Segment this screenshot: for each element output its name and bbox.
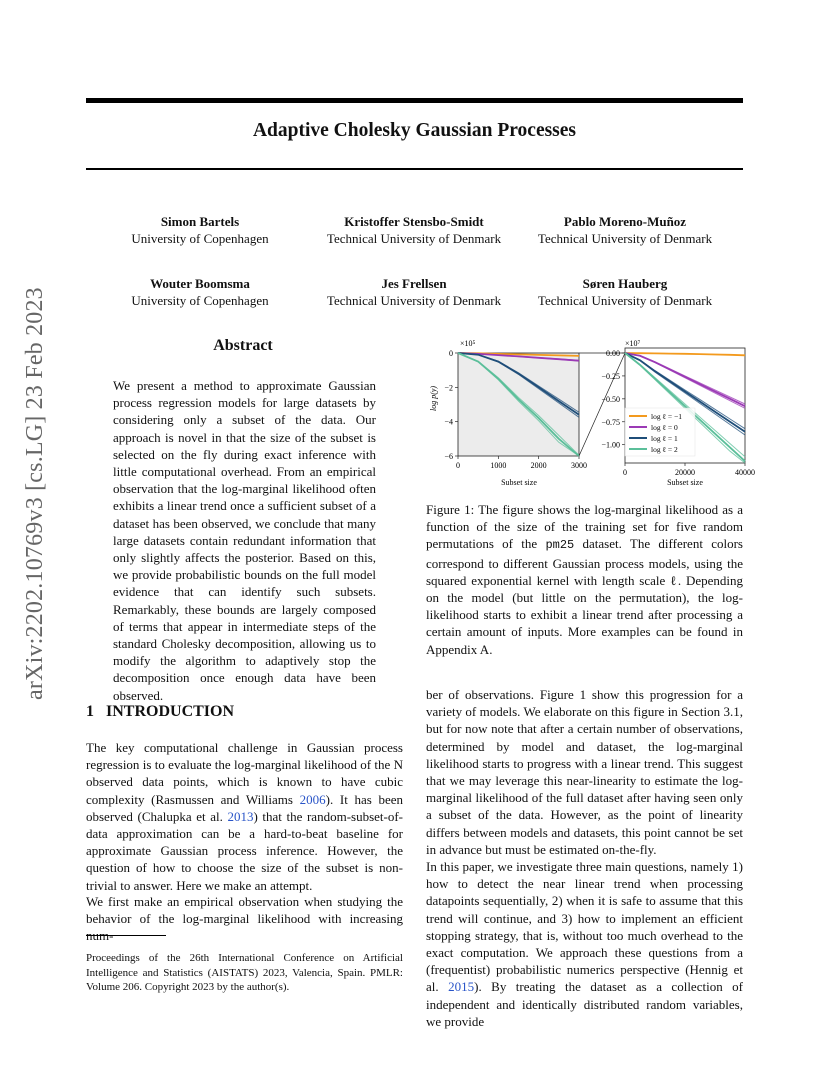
author-affiliation: University of Copenhagen xyxy=(131,293,269,308)
y-tick-label: −0.50 xyxy=(601,394,620,404)
legend-label: log ℓ = 1 xyxy=(651,434,678,443)
author-block xyxy=(515,213,735,247)
left-scale-label: ×10⁵ xyxy=(460,339,476,348)
x-tick-label: 1000 xyxy=(490,461,507,470)
top-rule xyxy=(86,98,743,103)
right-scale-label: ×10⁷ xyxy=(625,339,641,348)
intro-paragraph-1 xyxy=(86,739,403,894)
x-tick-label: 0 xyxy=(456,461,460,470)
y-tick-label: −6 xyxy=(444,452,453,461)
author-name: Kristoffer Stensbo-Smidt xyxy=(344,214,484,229)
citation-link[interactable]: 2013 xyxy=(227,808,254,824)
intro-paragraph-right-1: ber of observations. Figure 1 show this progression for a variety of models. We elaborate on this figure in Section 3.1, but for now note that after a certain number of observations, determined by model and dataset, the log-marginal likelihood starts to progress with a linear trend. This suggest that we may leverage this near-linearity to estimate the log-marginal likelihood of the full dataset after having seen only a subset of the data. However, as the point of linearity differs between models and datasets, this point cannot be set in advance but must be estimated on-the-fly. xyxy=(426,687,743,857)
x-tick-label: 3000 xyxy=(571,461,587,470)
author-affiliation: Technical University of Denmark xyxy=(326,231,502,246)
caption-text-start: Figure 1: The figure shows the log-marginal likelihood as a function of the size of the training set for five random permutations of the xyxy=(426,502,743,552)
author-name: Simon Bartels xyxy=(160,214,240,229)
author-name: Jes Frellsen xyxy=(381,276,447,291)
section-heading: 1 INTRODUCTION xyxy=(86,703,235,720)
author-block xyxy=(304,213,524,247)
y-tick-label: −4 xyxy=(444,417,453,427)
author-name: Wouter Boomsma xyxy=(150,276,250,291)
intro-paragraph-2: We first make an empirical observation when studying the behavior of the log-marginal likelihood with increasing num- xyxy=(86,894,403,944)
author-affiliation: Technical University of Denmark xyxy=(326,293,502,308)
author-affiliation: University of Copenhagen xyxy=(131,231,269,246)
chart-legend xyxy=(625,408,695,456)
legend-label: log ℓ = −1 xyxy=(651,412,683,421)
left-y-label: log p(y) xyxy=(429,385,438,411)
intro-text: In this paper, we investigate three main questions, namely 1) how to detect the near linear trend when processing datapoints sequentially, 2) when it is safe to assume that this trend will continue, and 3) how to implement an efficient stopping strategy, that is, without too much overhead to the exact computation. We approach these questions from a (frequentist) probabilistic numerics perspective (Hennig et al. xyxy=(426,859,743,995)
citation-link[interactable]: 2015 xyxy=(448,979,475,995)
intro-text: ) that the random-subset-of-data approximation can be a hard-to-beat baseline for approximate Gaussian process inference. However, the question of how to choose the size of the subset is non-trivial to answer. Here we make an attempt. xyxy=(86,808,404,893)
y-tick-label: −1.00 xyxy=(601,440,620,450)
abstract-heading: Abstract xyxy=(213,337,273,354)
footnote: Proceedings of the 26th International Conference on Artificial Intelligence and Statistics (AISTATS) 2023, Valencia, Spain. PMLR: Volume 206. Copyright 2023 by the author(s). xyxy=(86,952,403,993)
author-affiliation: Technical University of Denmark xyxy=(537,231,713,246)
caption-text-end: dataset. The different colors correspond to different Gaussian process models, using the squared exponential kernel with length scale ℓ. Depending on the model (but little on the permutation), the log-likelihood starts to exhibit a linear trend after processing a certain amount of inputs. More examples can be found in Appendix A. xyxy=(426,536,743,657)
x-tick-label: 2000 xyxy=(530,461,547,470)
author-block xyxy=(90,213,310,247)
left-panel xyxy=(429,339,587,487)
y-tick-label: −2 xyxy=(444,383,453,393)
author-name: Pablo Moreno-Muñoz xyxy=(563,214,687,229)
intro-text: The key computational challenge in Gaussian process regression is to evaluate the log-marginal likelihood of the N observed data points, which is known to have cubic complexity (Rasmussen and Williams xyxy=(86,740,403,807)
caption-dataset-name: pm25 xyxy=(545,538,575,553)
right-x-label: Subset size xyxy=(667,478,703,487)
intro-text: ). By treating the dataset as a collection of independent and identically distributed random variables, we provide xyxy=(426,979,743,1029)
legend-label: log ℓ = 2 xyxy=(651,445,678,454)
title-bottom-rule xyxy=(86,168,743,170)
abstract-text: We present a method to approximate Gaussian process regression models for large datasets by considering only a subset of the data. Our approach is novel in that the size of the subset is selected on the fly during exact inference with little computational overhead. From an empirical observation that the log-marginal likelihood often exhibits a linear trend once a sufficient subset of a dataset has been observed, we conclude that many large datasets contain redundant information that only slightly affects the posterior. Based on this, we provide probabilistic bounds on the full model evidence that can identify such subsets. Remarkably, these bounds are largely composed of terms that appear in intermediate steps of the standard Cholesky decomposition, allowing us to modify the algorithm to adaptively stop the decomposition once enough data have been observed. xyxy=(113,378,376,703)
author-block xyxy=(304,275,524,309)
author-name: Søren Hauberg xyxy=(582,276,668,291)
x-tick-label: 20000 xyxy=(675,468,695,477)
right-panel xyxy=(601,339,755,487)
arxiv-identifier: arXiv:2202.10769v3 [cs.LG] 23 Feb 2023 xyxy=(22,287,48,700)
intro-paragraph-right-2 xyxy=(426,858,743,1030)
legend-label: log ℓ = 0 xyxy=(651,423,678,432)
left-x-label: Subset size xyxy=(501,478,537,487)
intro-text: ). It has been observed (Chalupka et al. xyxy=(86,791,403,824)
y-tick-label: 0.00 xyxy=(606,349,620,358)
figure-1 xyxy=(425,336,755,491)
y-tick-label: 0 xyxy=(449,349,453,358)
y-tick-label: −0.75 xyxy=(601,417,620,427)
author-block xyxy=(515,275,735,309)
x-tick-label: 0 xyxy=(623,468,627,477)
x-tick-label: 40000 xyxy=(735,468,755,477)
figure-caption xyxy=(426,501,743,658)
paper-title: Adaptive Cholesky Gaussian Processes xyxy=(252,120,577,141)
y-tick-label: −0.25 xyxy=(601,371,620,381)
citation-link[interactable]: 2006 xyxy=(299,791,326,807)
author-block xyxy=(90,275,310,309)
author-affiliation: Technical University of Denmark xyxy=(537,293,713,308)
footnote-rule xyxy=(86,935,166,936)
